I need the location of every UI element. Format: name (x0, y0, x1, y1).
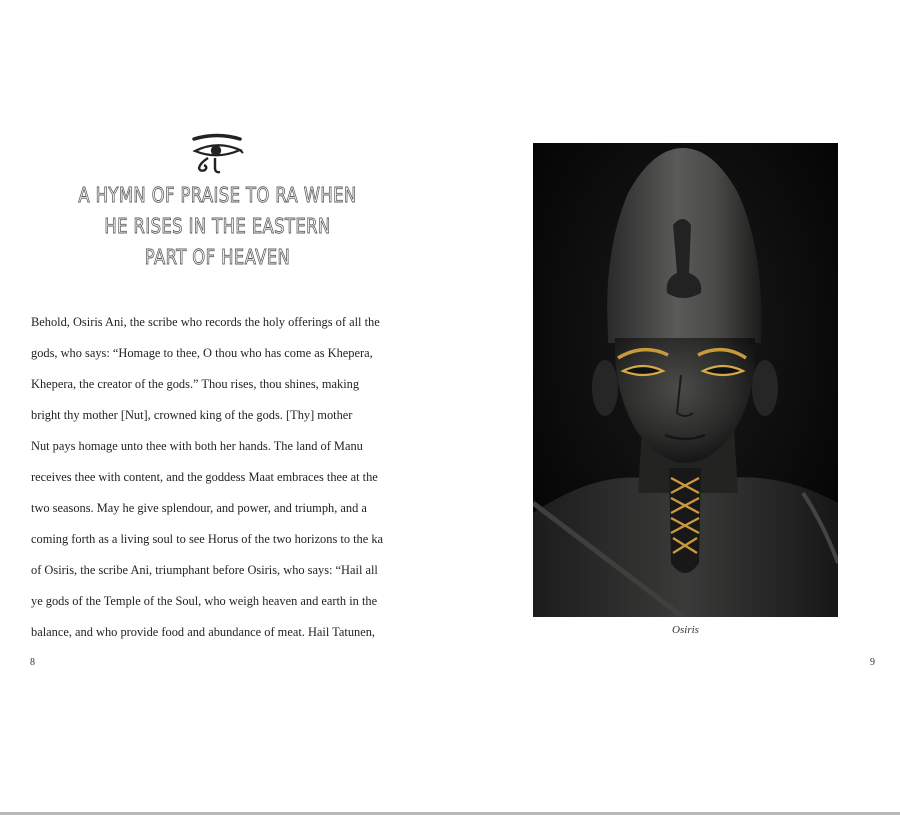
title-line: A HYMN OF PRAISE TO RA WHEN (78, 183, 357, 207)
body-line: ye gods of the Temple of the Soul, who weigh heaven and earth in the (31, 594, 378, 608)
body-line: gods, who says: “Homage to thee, O thou who has come as Khepera, (31, 346, 373, 360)
page-number-left: 8 (30, 657, 35, 668)
body-line: coming forth as a living soul to see Horus of the two horizons to the ka (31, 532, 384, 546)
hymn-title (72, 180, 363, 273)
body-line: bright thy mother [Nut], crowned king of the gods. [Thy] mother (31, 408, 353, 422)
title-line: PART OF HEAVEN (144, 245, 291, 269)
hymn-body-text (31, 307, 411, 648)
body-line: two seasons. May he give splendour, and power, and triumph, and a (31, 501, 367, 515)
body-line: balance, and who provide food and abundance of meat. Hail Tatunen, (31, 625, 375, 639)
osiris-statue-image (533, 143, 838, 617)
body-line: receives thee with content, and the goddess Maat embraces thee at the (31, 470, 378, 484)
osiris-photo (533, 143, 838, 617)
page-number-right: 9 (870, 657, 875, 668)
eye-of-horus-icon (190, 133, 244, 175)
title-line: HE RISES IN THE EASTERN (104, 214, 331, 238)
body-line: Khepera, the creator of the gods.” Thou rises, thou shines, making (31, 377, 360, 391)
right-page (450, 0, 900, 812)
body-line: of Osiris, the scribe Ani, triumphant before Osiris, who says: “Hail all (31, 563, 378, 577)
body-line: Behold, Osiris Ani, the scribe who records the holy offerings of all the (31, 315, 380, 329)
body-line: Nut pays homage unto thee with both her hands. The land of Manu (31, 439, 363, 453)
left-page (0, 0, 450, 812)
photo-caption: Osiris (672, 624, 699, 636)
